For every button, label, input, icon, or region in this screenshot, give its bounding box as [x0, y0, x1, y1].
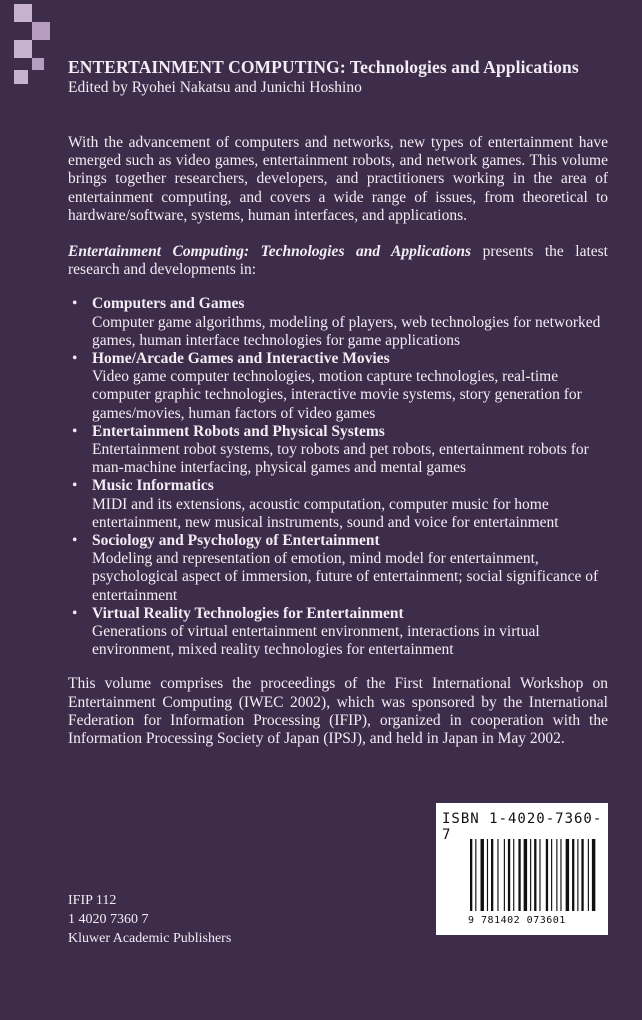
- barcode-bar: [581, 839, 583, 911]
- barcode-bar: [556, 839, 557, 911]
- topic-description: Modeling and representation of emotion, mind model for entertainment, psychological aspect of immersion, future of entertainment; social significance of entertainment: [92, 550, 599, 604]
- barcode-bar: [497, 839, 498, 911]
- topic-description: Video game computer technologies, motion capture technologies, real-time computer graphic technologies, interactive movie systems, story generation for games/movies, human factors of video games: [92, 368, 582, 422]
- decor-square: [32, 22, 50, 40]
- topic-heading: • Computers and Games: [92, 295, 245, 313]
- barcode-bar: [551, 839, 552, 911]
- barcode-bar: [504, 839, 505, 911]
- series-number: IFIP 112: [68, 893, 117, 908]
- topic-item: [68, 295, 608, 350]
- topic-heading: • Virtual Reality Technologies for Entertainment: [92, 604, 404, 622]
- closing-paragraph: This volume comprises the proceedings of the First International Workshop on Entertainment Computing (IWEC 2002), which was sponsored by the International Federation for Information Processing (IFIP), organized in cooperation with the Information Processing Society of Japan (IPSJ), and held in Japan in May 2002.: [68, 675, 608, 748]
- presents-paragraph: [68, 243, 608, 279]
- barcode-bar: [539, 839, 540, 911]
- barcode-bar: [530, 839, 531, 911]
- barcode-bar: [577, 839, 578, 911]
- decor-square: [14, 70, 28, 84]
- barcode-bar: [566, 839, 569, 911]
- barcode-number: 9 781402 073601: [468, 915, 566, 926]
- decor-square: [14, 4, 32, 22]
- topic-list: [68, 295, 608, 659]
- decor-square: [32, 58, 44, 70]
- footer-isbn: 1 4020 7360 7: [68, 912, 149, 927]
- barcode-bar: [546, 839, 548, 911]
- presents-book-title: Entertainment Computing: Technologies and Applications: [68, 243, 472, 261]
- topic-item: [68, 350, 608, 423]
- topic-description: Generations of virtual entertainment environment, interactions in virtual environment, mixed reality technologies for entertainment: [92, 623, 540, 659]
- topic-item: [68, 423, 608, 478]
- corner-decoration: [0, 0, 60, 90]
- decor-square: [14, 40, 32, 58]
- barcode-bar: [560, 839, 561, 911]
- barcode-bar: [572, 839, 574, 911]
- book-header: [68, 56, 628, 98]
- topic-heading: • Home/Arcade Games and Interactive Movies: [92, 350, 390, 368]
- intro-paragraph: With the advancement of computers and networks, new types of entertainment have emerged such as video games, entertainment robots, and network games. This volume brings together researchers, developers, and practitioners working in the area of entertainment computing, and covers a wide range of issues, from theoretical to hardware/software, systems, human interfaces, and applications.: [68, 134, 608, 224]
- barcode-bar: [534, 839, 536, 911]
- barcode-bar: [491, 839, 493, 911]
- barcode-bar: [508, 839, 510, 911]
- topic-description: MIDI and its extensions, acoustic computation, computer music for home entertainment, new musical instruments, sound and voice for entertainment: [92, 495, 559, 531]
- barcode-bar: [475, 839, 476, 911]
- publisher-name: Kluwer Academic Publishers: [68, 931, 232, 946]
- topic-description: Computer game algorithms, modeling of players, web technologies for networked games, human interface technologies for game applications: [92, 313, 601, 349]
- barcode-bar: [487, 839, 488, 911]
- barcode-bar: [592, 839, 595, 911]
- isbn-barcode-box: [436, 803, 608, 935]
- barcode-graphic: [470, 839, 596, 911]
- editors-line: Edited by Ryohei Nakatsu and Junichi Hoshino: [68, 79, 362, 96]
- topic-item: [68, 532, 608, 605]
- barcode-bar: [588, 839, 589, 911]
- book-title: ENTERTAINMENT COMPUTING: Technologies and Applications: [68, 57, 579, 77]
- blurb-body: [68, 134, 608, 748]
- barcode-bar: [518, 839, 520, 911]
- barcode-bar: [513, 839, 514, 911]
- topic-heading: • Sociology and Psychology of Entertainment: [92, 532, 380, 550]
- barcode-bar: [481, 839, 484, 911]
- presents-rest: presents the latest research and developments in:: [68, 243, 608, 279]
- topic-heading: • Entertainment Robots and Physical Systems: [92, 422, 385, 440]
- topic-heading: • Music Informatics: [92, 477, 214, 495]
- topic-description: Entertainment robot systems, toy robots and pet robots, entertainment robots for man-machine interfacing, physical games and mental games: [92, 441, 589, 477]
- isbn-label: ISBN 1-4020-7360-7: [442, 811, 603, 843]
- barcode-bar: [470, 839, 472, 911]
- barcode-bar: [524, 839, 527, 911]
- topic-item: [68, 477, 608, 532]
- topic-item: [68, 605, 608, 660]
- footer-info: [68, 891, 231, 948]
